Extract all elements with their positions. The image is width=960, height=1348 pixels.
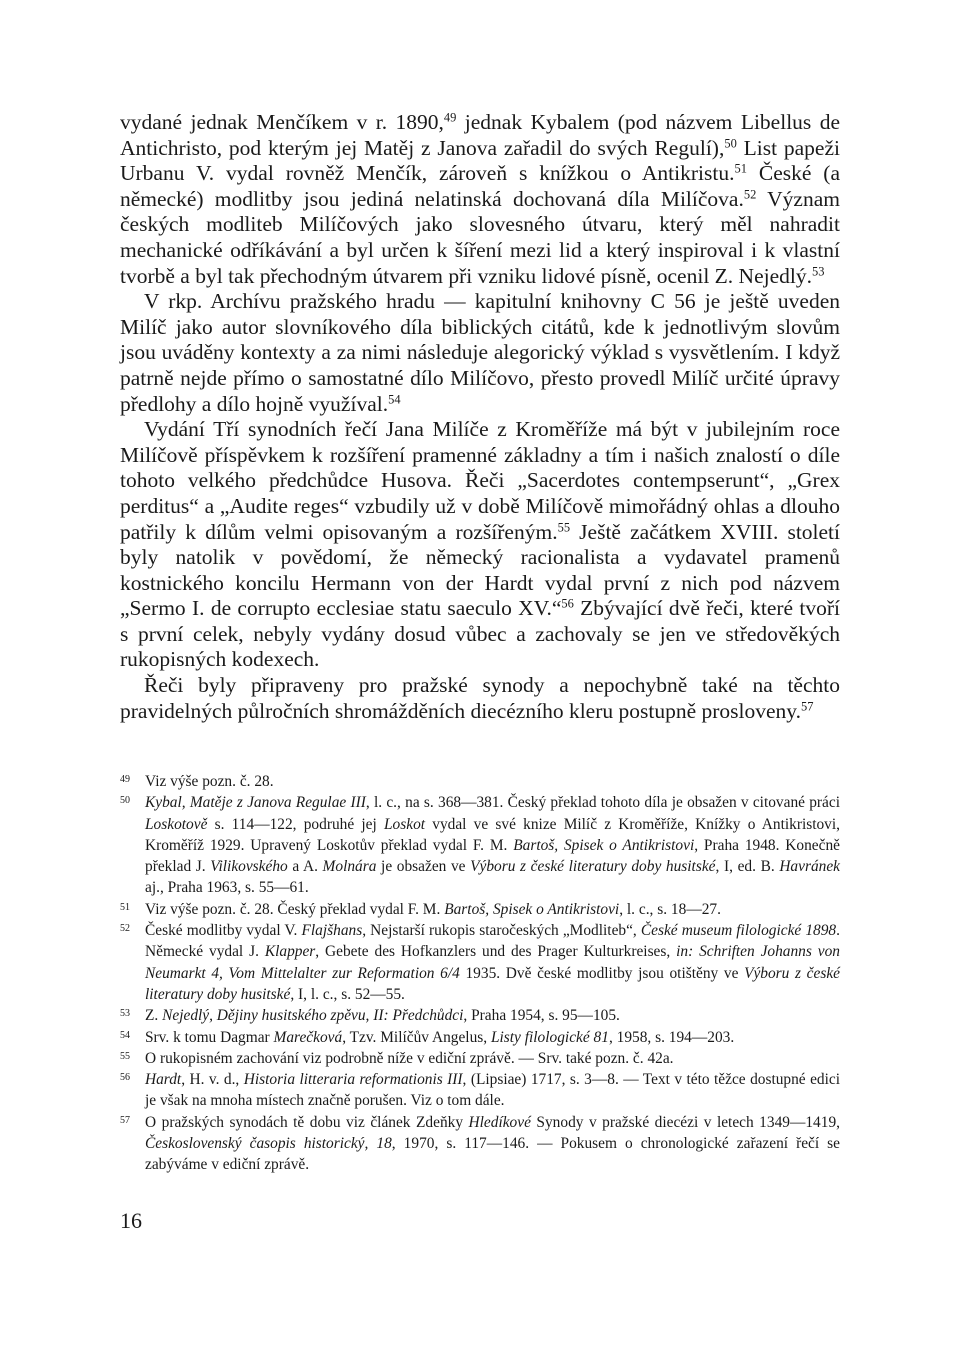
footnote-number: 52 [120,923,130,935]
footnote-number: 57 [120,1114,130,1126]
main-text [120,110,840,724]
footnote-text: Srv. k tomu Dagmar Marečková, Tzv. Milíčův Angelus, Listy filologické 81, 1958, s. 194—203. [145,1028,735,1046]
footnote-number: 53 [120,1008,130,1020]
footnote [120,771,840,792]
footnote-text: O pražských synodách tě dobu viz článek Zdeňky Hledíkové Synody v pražské diecézi v letech 1349—1419, Československý časopis historický, 18, 1970, s. 117—146. — Pokusem o chronologické zařazení řečí se zabýváme v ediční zprávě. [145,1113,840,1174]
footnote [120,1048,840,1069]
footnote [120,1005,840,1026]
footnotes [120,771,840,1176]
footnote [120,1027,840,1048]
footnote [120,1069,840,1112]
footnote-text: Viz výše pozn. č. 28. Český překlad vydal F. M. Bartoš, Spisek o Antikristovi, l. c., s. 18—27. [145,900,721,918]
page-body [120,110,840,724]
footnote-text: O rukopisném zachování viz podrobně níže v ediční zprávě. — Srv. také pozn. č. 42a. [145,1049,674,1067]
page-number: 16 [120,1208,142,1233]
footnote-text: Kybal, Matěje z Janova Regulae III, l. c., na s. 368—381. Český překlad tohoto díla je obsažen v citované práci Loskotově s. 114—122, podruhé jej Loskot vydal ve své knize Milíč z Kroměříže, Knížky o Antikristovi, Kroměříž 1929. Upravený Loskotův překlad vydal F. M. Bartoš, Spisek o Antikristovi, Praha 1948. Konečně překlad J. Vilikovského a A. Molnára je obsažen ve Výboru z české literatury doby husitské, I, ed. B. Havránek aj., Praha 1963, s. 55—61. [145,794,841,897]
footnote-number: 54 [120,1029,130,1041]
paragraph: vydané jednak Menčíkem v r. 1890,49 jednak Kybalem (pod názvem Libellus de Antichristo, pod kterým jej Matěj z Janova zařadil do svých Regulí),$^{50}$ List papeži Urbanu V. vydal rovněž Menčík, zároveň s knížkou o Antikristu.$^{51}$ České (a německé) modlitby jsou jediná nelatinská dochovaná díla Milíčova.$^{52}$ Význam českých modliteb Milíčových jako slovesného útvaru, který měl nahradit mechanické odříkávání a byl určen k šíření mezi lid a který inspiroval i k vlastní tvorbě a byl tak přechodným útvarem při vzniku lidové písně, ocenil Z. Nejedlý.$^{53}$ [120,110,841,288]
footnote-number: 50 [120,795,130,807]
footnote-number: 56 [120,1072,130,1084]
footnote-text: Hardt, H. v. d., Historia litteraria reformationis III, (Lipsiae) 1717, s. 3—8. — Text v této těžce dostupné edici je však na mnoha místech značně porušen. Viz o tom dále. [145,1071,840,1110]
footnote-number: 55 [120,1050,130,1062]
footnote-number: 49 [120,774,130,785]
paragraph: Řeči byly připraveny pro pražské synody a nepochybně také na těchto pravidelných půlročních shromážděních diecézního kleru postupně prosloveny.$^{57}$ [120,673,840,723]
paragraph: V rkp. Archívu pražského hradu — kapitulní knihovny C 56 je ještě uveden Milíč jako autor slovníkového díla biblických citátů, kde k jednotlivým slovům jsou uváděny kontexty a za nimi následuje alegorický výklad s vysvětlením. I když patrně nejde přímo o samostatné dílo Milíčovo, přesto provedl Milíč určité úpravy předlohy a dílo hojně využíval.$^{54}$ [120,289,840,416]
footnote [120,920,840,1005]
footnote-text: České modlitby vydal V. Flajšhans, Nejstarší rukopis staročeských „Modliteb“, České museum filologické 1898. Německé vydal J. Klapper, Gebete des Hofkanzlers und des Prager Kulturkreises, in: Schriften Johanns von Neumarkt 4, Vom Mittelalter zur Reformation 6/4 1935. Dvě české modlitby jsou otištěny ve Výboru z české literatury doby husitské, I, l. c., s. 52—55. [145,922,840,1003]
footnote-number: 51 [120,901,130,913]
footnote-text: Z. Nejedlý, Dějiny husitského zpěvu, II: Předchůdci, Praha 1954, s. 95—105. [145,1007,620,1025]
footnote [120,1112,840,1176]
paragraph: Vydání Tří synodních řečí Jana Milíče z Kroměříže má být v jubilejním roce Milíčově příspěvkem k rozšíření pramenné základny a tím i našich znalostí o díle tohoto velkého předchůdce Husova. Řeči „Sacerdotes contempserunt“, „Grex perditus“ a „Audite reges“ vzbudily už v době Milíčově mimořádný ohlas a dlouho patřily k dílům velmi opisovaným a rozšířeným.$^{55}$ Ještě začátkem XVIII. století byly natolik v povědomí, že německý racionalista a vydavatel pramenů kostnického koncilu Hermann von der Hardt vydal první z nich pod názvem „Sermo I. de corrupto ecclesiae statu saeculo XV.“$^{56}$ Zbývající dvě řeči, které tvoří s první celek, nebyly vydány dosud vůbec a zachovaly se jen ve středověkých rukopisných kodexech. [120,417,841,672]
footnote-text: Viz výše pozn. č. 28. [145,773,274,790]
footnote [120,792,840,898]
footnote [120,899,840,920]
